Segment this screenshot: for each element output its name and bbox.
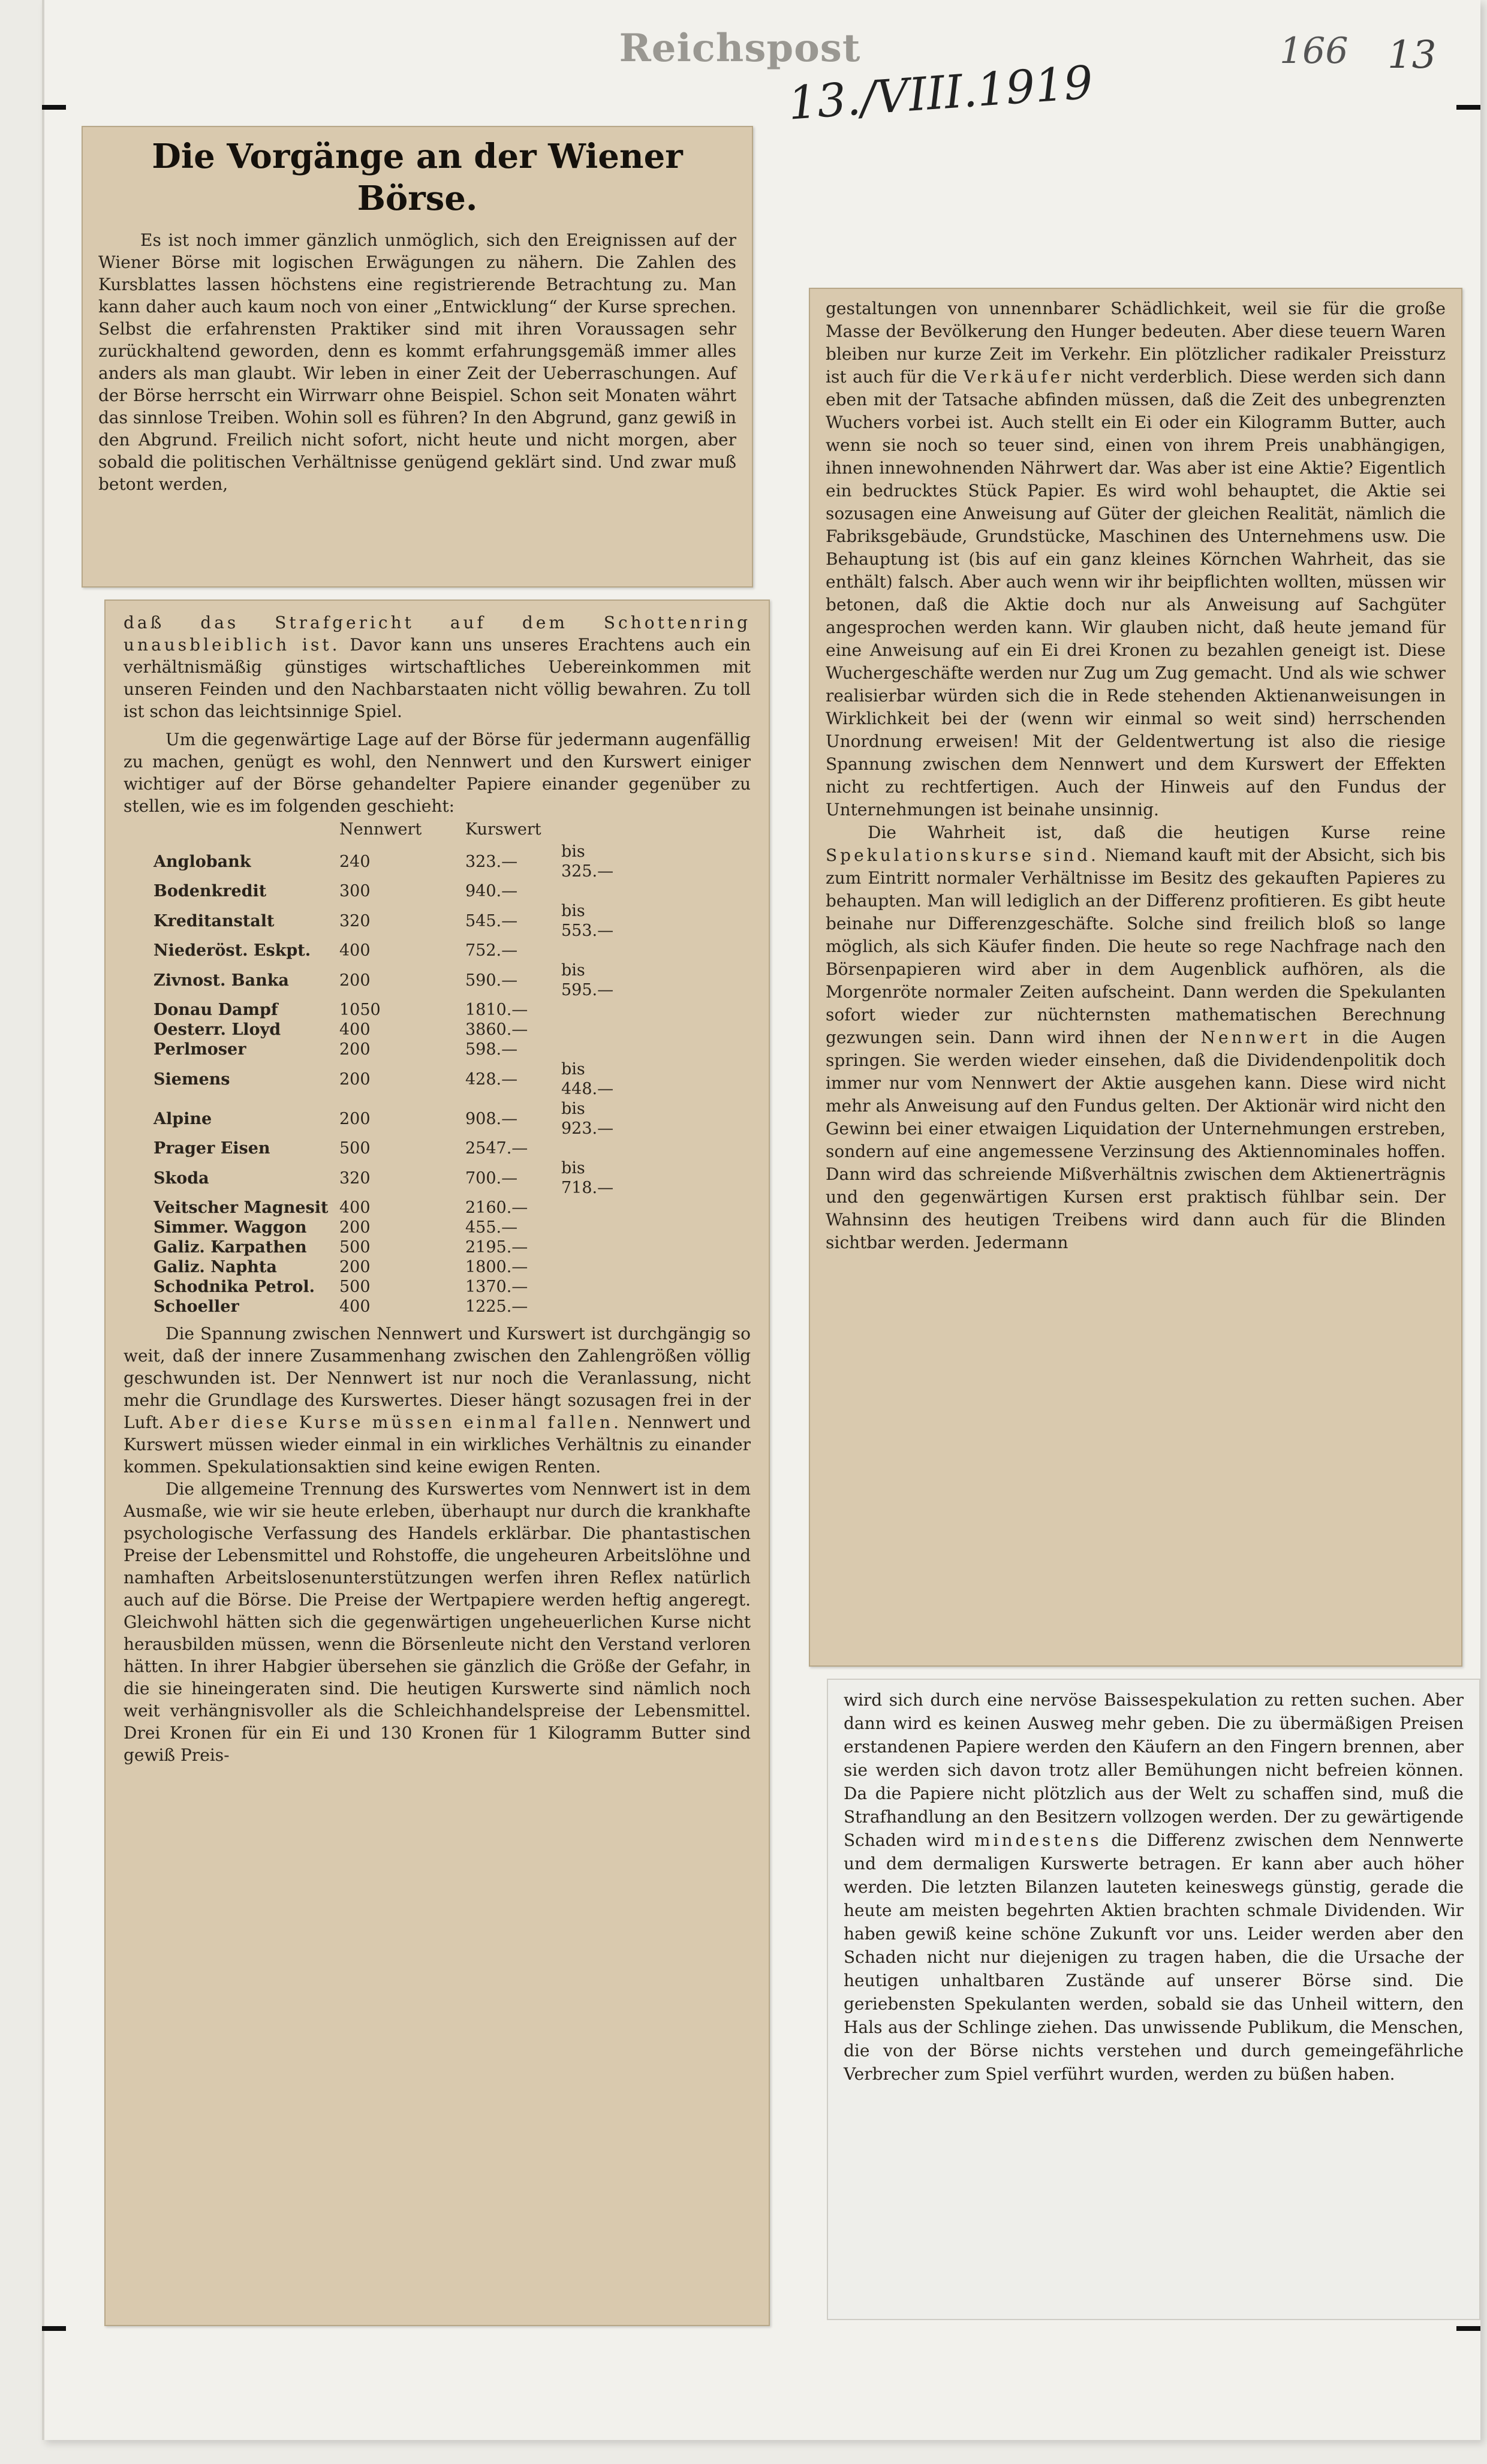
quote-price-cell: 590.— — [465, 971, 518, 990]
table-row — [153, 960, 621, 1000]
commodity-paragraph: gestaltungen von unnennbarer Schädlichkeit, weil sie für die große Masse der Bevölkerung den Hunger bedeuten. Aber diese teuern Waren bleiben nur kurze Zeit im Verkehr. Ein plötzlicher radikaler Preissturz ist auch für die Verkäufer nicht verderblich. Diese werden sich dann eben mit der Tatsache abfinden müssen, daß die Zeit des unbegrenzten Wuchers vorbei ist. Auch stellt ein Ei oder ein Kilogramm Butter, auch wenn sie noch so teuer sind, einen von ihrem Preis unabhängigen, ihnen innewohnenden Nährwert dar. Was aber ist eine Aktie? Eigentlich ein bedrucktes Stück Papier. Es wird wohl behauptet, die Aktie sei sozusagen eine Anweisung auf Güter der gleichen Realität, nämlich die Fabriksgebäude, Grundstücke, Maschinen des Unternehmens usw. Die Behauptung ist (bis auf ein ganz kleines Körnchen Wahrheit, das sie enthält) falsch. Aber auch wenn wir ihr beipflichten wollten, müssen wir betonen, daß die Aktie doch nur als Anweisung auf Sachgüter angesprochen werden kann. Wir glauben nicht, daß heute jemand für eine Anweisung auf ein Ei drei Kronen zu bezahlen geneigt ist. Diese Wuchergeschäfte werden nur Zug um Zug gemacht. Und als wie schwer realisierbar würden sich die in Rede stehenden Aktienanweisungen in Wirklichkeit bei der (wenn wir einmal so weit sind) herrschenden Unordnung erweisen! Mit der Geldentwertung ist also die riesige Spannung zwischen dem Nennwert und dem Kurswert der Effekten nicht zu rechtfertigen. Auch der Hinweis auf den Fundus der Unternehmungen ist beinahe unsinnig. — [826, 299, 1446, 820]
clipping-right-column — [809, 288, 1462, 1667]
quote-nominal-cell: 200 — [339, 1258, 371, 1276]
quote-price-cell: 3860.— — [465, 1020, 528, 1039]
table-row — [153, 1000, 621, 1020]
clipping-left-column — [104, 600, 770, 2326]
quote-name-cell: Oesterr. Lloyd — [153, 1020, 281, 1039]
quote-to-cell — [561, 1257, 621, 1277]
quote-nominal-cell: 200 — [339, 1070, 371, 1089]
emphasis-nennwert: Nennwert — [1200, 1028, 1310, 1047]
table-row — [153, 901, 621, 941]
quote-to-cell: bis 718.— — [561, 1159, 614, 1197]
closing-paragraph: wird sich durch eine nervöse Baissespekulation zu retten suchen. Aber dann wird es keinen Ausweg mehr geben. Die zu übermäßigen Preisen erstandenen Papiere werden den Käufern an den Fingern brennen, aber sie werden sich davon trotz aller Bemühungen nicht befreien können. Da die Papiere nicht plötzlich aus der Welt zu schaffen sind, muß die Strafhandlung an den Besitzern vollzogen werden. Der zu gewärtigende Schaden wird mindestens die Differenz zwischen dem Nennwerte und dem dermaligen Kurswerte betragen. Er kann aber auch höher werden. Die letzten Bilanzen lauteten keineswegs günstig, gerade die heute am meisten begehrten Aktien brachten schmale Dividenden. Wir haben gewiß keine schöne Zukunft vor uns. Leider werden aber den Schaden nicht nur diejenigen zu tragen haben, die die Ursache der heutigen unhaltbaren Zustände auf unserer Börse sind. Die geriebensten Spekulanten werden, sobald sie das Unheil wittern, den Hals aus der Schlinge ziehen. Das unwissende Publikum, die Menschen, die von der Börse nichts verstehen und durch gemeingefährliche Verbrecher zum Spiel verführt wurden, werden zu büßen haben. — [844, 1690, 1464, 2084]
quote-nominal-cell: 320 — [339, 1168, 371, 1188]
quote-to-cell: bis 595.— — [561, 961, 614, 999]
clipping-right-column-lower — [827, 1679, 1480, 2320]
left-column-opening-rest: Davor kann uns unseres Erachtens auch ein verhältnismäßig günstiges wirtschaftliches Uebereinkommen mit unseren Feinden und den Nachbarstaaten nicht völlig bewahren. Zu toll ist schon das leichtsinnige Spiel. — [124, 635, 751, 721]
quote-nominal-cell: 500 — [339, 1238, 371, 1257]
quote-name-cell: Simmer. Waggon — [153, 1218, 307, 1237]
quote-price-cell: 598.— — [465, 1040, 518, 1059]
quote-price-cell: 455.— — [465, 1218, 518, 1237]
table-header-row — [153, 820, 621, 842]
table-row — [153, 1040, 621, 1059]
quote-to-cell: bis 553.— — [561, 902, 614, 940]
table-row — [153, 1218, 621, 1237]
stock-quotes-table — [153, 820, 621, 1317]
header-price: Kurswert — [465, 820, 541, 839]
quote-price-cell: 1810.— — [465, 1001, 528, 1019]
quote-name-cell: Galiz. Karpathen — [153, 1238, 307, 1257]
quote-nominal-cell: 300 — [339, 882, 371, 900]
left-column-opening — [124, 612, 751, 722]
quote-price-cell: 752.— — [465, 941, 518, 960]
quote-name-cell: Bodenkredit — [153, 882, 267, 900]
quote-nominal-cell: 400 — [339, 941, 371, 960]
quote-price-cell: 323.— — [465, 852, 518, 871]
corner-mark-top-right — [1456, 105, 1480, 110]
quote-price-cell: 2195.— — [465, 1238, 528, 1257]
handwritten-date: 13./VIII.1919 — [786, 55, 1095, 130]
quote-nominal-cell: 200 — [339, 1040, 371, 1059]
table-row — [153, 1020, 621, 1040]
quote-to-cell — [561, 1198, 621, 1218]
corner-mark-bottom-left — [42, 2326, 66, 2331]
header-nominal: Nennwert — [339, 820, 422, 839]
quote-to-cell — [561, 1297, 621, 1317]
quote-to-cell: bis 448.— — [561, 1060, 614, 1098]
table-row — [153, 1138, 621, 1158]
newspaper-stamp: Reichspost — [619, 25, 861, 71]
emphasis-mindestens: mindestens — [974, 1830, 1102, 1850]
quote-name-cell: Prager Eisen — [153, 1139, 270, 1158]
quote-to-cell — [561, 1040, 621, 1059]
quote-name-cell: Schodnika Petrol. — [153, 1278, 315, 1296]
quote-to-cell — [561, 1020, 621, 1040]
quote-to-cell — [561, 881, 621, 901]
archive-sheet — [42, 0, 1480, 2440]
quote-name-cell: Kreditanstalt — [153, 911, 275, 930]
quote-nominal-cell: 200 — [339, 971, 371, 990]
quote-to-cell: bis 923.— — [561, 1100, 614, 1138]
quote-nominal-cell: 400 — [339, 1020, 371, 1039]
quote-name-cell: Donau Dampf — [153, 1001, 278, 1019]
quote-to-cell — [561, 1000, 621, 1020]
table-row — [153, 1237, 621, 1257]
speculation-paragraph: Die Wahrheit ist, daß die heutigen Kurse reine Spekulationskurse sind. Niemand kauft mit der Absicht, sich bis zum Eintritt normaler Verhältnisse im Besitz des gekauften Papieres zu behaupten. Man will lediglich an der Differenz profitieren. Es gibt heute beinahe nur Differenzgeschäfte. Solche sind freilich bloß so lange möglich, als sich Käufer finden. Die heute so rege Nachfrage nach den Börsenpapieren wird aber in dem Augenblick aufhören, als die Morgenröte normaler Zeiten aufscheint. Dann werden die Spekulanten sofort wieder zur nüchternsten mathematischen Berechnung gezwungen sein. Dann wird ihnen der Nennwert in die Augen springen. Sie werden wieder einsehen, daß die Dividendenpolitik doch immer nur vom Nennwert der Aktie ausgehen kann. Diese wird nicht mehr als Anweisung auf den Fundus gelten. Der Aktionär wird nicht den Gewinn bei einer etwaigen Liquidation der Unternehmungen erstreben, sondern auf eine angemessene Verzinsung des Aktiennominales hoffen. Dann wird das schreiende Mißverhältnis zwischen dem Aktienerträgnis und den gegenwärtigen Kursen erst praktisch fühlbar sein. Der Wahnsinn des heutigen Treibens wird dann auch für die Blinden sichtbar werden. Jedermann — [826, 823, 1446, 1252]
corner-mark-bottom-right — [1456, 2326, 1480, 2331]
quote-nominal-cell: 320 — [339, 911, 371, 930]
quote-price-cell: 1800.— — [465, 1258, 528, 1276]
quote-to-cell: bis 325.— — [561, 842, 614, 881]
table-row — [153, 1257, 621, 1277]
quote-nominal-cell: 500 — [339, 1139, 371, 1158]
quote-nominal-cell: 1050 — [339, 1001, 381, 1019]
quote-name-cell: Skoda — [153, 1168, 209, 1188]
table-row — [153, 1059, 621, 1099]
quote-name-cell: Siemens — [153, 1070, 230, 1089]
table-row — [153, 1297, 621, 1317]
quote-to-cell — [561, 1218, 621, 1237]
emphasis-kurse-fallen: Aber diese Kurse müssen einmal fallen. — [169, 1412, 622, 1432]
quote-name-cell: Anglobank — [153, 852, 251, 871]
corner-mark-top-left — [42, 105, 66, 110]
quote-name-cell: Schoeller — [153, 1297, 239, 1316]
quote-name-cell: Alpine — [153, 1109, 212, 1128]
quote-to-cell — [561, 1138, 621, 1158]
quote-name-cell: Perlmoser — [153, 1040, 246, 1059]
emphasis-strafgericht: daß das Strafgericht auf dem Schottenring unausbleiblich ist. — [124, 613, 751, 655]
clipping-intro — [82, 126, 753, 588]
quote-to-cell — [561, 1237, 621, 1257]
quote-price-cell: 940.— — [465, 882, 518, 900]
page-number: 166 — [1280, 30, 1348, 72]
separation-paragraph: Die allgemeine Trennung des Kurswertes vom Nennwert ist in dem Ausmaße, wie wir sie heute erleben, überhaupt nur durch die krankhafte psychologische Verfassung des Handels erklärbar. Die phantastischen Preise der Lebensmittel und Rohstoffe, die ungeheuren Arbeitslöhne und namhaften Arbeitslosenunterstützungen werfen ihren Reflex natürlich auch auf die Börse. Die Preise der Wertpapiere werden heftig angeregt. Gleichwohl hätten sich die gegenwärtigen ungeheuerlichen Kurse nicht herausbilden müssen, wenn die Börsenleute nicht den Verstand verloren hätten. In ihrer Habgier übersehen sie gänzlich die Größe der Gefahr, in die sie hineingeraten sind. Die heutigen Kurswerte sind nämlich noch weit verhängnisvoller als die Schleichhandelspreise der Lebensmittel. Drei Kronen für ein Ei und 130 Kronen für 1 Kilogramm Butter sind gewiß Preis- — [124, 1479, 751, 1765]
quote-to-cell — [561, 1277, 621, 1297]
article-headline: Die Vorgänge an der Wiener Börse. — [152, 137, 683, 218]
quote-price-cell: 2160.— — [465, 1198, 528, 1217]
quote-nominal-cell: 200 — [339, 1218, 371, 1237]
emphasis-spekulationskurse: Spekulationskurse sind. — [826, 845, 1099, 865]
quote-to-cell — [561, 941, 621, 960]
spread-paragraph: Die Spannung zwischen Nennwert und Kurswert ist durchgängig so weit, daß der innere Zusammenhang zwischen den Zahlengrößen völlig geschwunden ist. Der Nennwert ist nur noch die Veranlassung, nicht mehr die Grundlage des Kurswertes. Dieser hängt sozusagen frei in der Luft. Aber diese Kurse müssen einmal fallen. Nennwert und Kurswert müssen wieder einmal in ein wirkliches Verhältnis zu einander kommen. Spekulationsaktien sind keine ewigen Renten. — [124, 1324, 751, 1477]
quote-price-cell: 545.— — [465, 911, 518, 930]
table-row — [153, 1158, 621, 1198]
quote-name-cell: Veitscher Magnesit — [153, 1198, 329, 1217]
table-row — [153, 881, 621, 901]
quote-price-cell: 2547.— — [465, 1139, 528, 1158]
quote-name-cell: Zivnost. Banka — [153, 971, 289, 990]
quote-nominal-cell: 500 — [339, 1278, 371, 1296]
quote-nominal-cell: 200 — [339, 1109, 371, 1128]
table-row — [153, 941, 621, 960]
emphasis-verkaeufer: Verkäufer — [963, 367, 1074, 387]
quote-price-cell: 428.— — [465, 1070, 518, 1089]
quote-name-cell: Niederöst. Eskpt. — [153, 941, 311, 960]
table-row — [153, 1099, 621, 1138]
quote-nominal-cell: 240 — [339, 852, 371, 871]
table-row — [153, 842, 621, 881]
table-row — [153, 1277, 621, 1297]
intro-paragraph: Es ist noch immer gänzlich unmöglich, sich den Ereignissen auf der Wiener Börse mit logischen Erwägungen zu nähern. Die Zahlen des Kursblattes lassen höchstens eine registrierende Betrachtung zu. Man kann daher auch kaum noch von einer „Entwicklung“ der Kurse sprechen. Selbst die erfahrensten Praktiker sind mit ihren Voraussagen sehr zurückhaltend geworden, denn es kommt erfahrungsgemäß immer alles anders als man glaubt. Wir leben in einer Zeit der Ueberraschungen. Auf der Börse herrscht ein Wirrwarr ohne Beispiel. Schon seit Monaten währt das sinnlose Treiben. Wohin soll es führen? In den Abgrund, ganz gewiß in den Abgrund. Freilich nicht sofort, nicht heute und nicht morgen, aber sobald die politischen Verhältnisse genügend geklärt sind. Und zwar muß betont werden, — [98, 230, 736, 494]
quote-nominal-cell: 400 — [339, 1297, 371, 1316]
folio-number: 13 — [1387, 33, 1437, 77]
quote-nominal-cell: 400 — [339, 1198, 371, 1217]
table-row — [153, 1198, 621, 1218]
quote-price-cell: 700.— — [465, 1168, 518, 1188]
quote-name-cell: Galiz. Naphta — [153, 1258, 277, 1276]
quote-price-cell: 908.— — [465, 1109, 518, 1128]
quote-price-cell: 1225.— — [465, 1297, 528, 1316]
table-intro-paragraph: Um die gegenwärtige Lage auf der Börse für jedermann augenfällig zu machen, genügt es wohl, den Nennwert und den Kurswert einiger wichtiger auf der Börse gehandelter Papiere einander gegenüber zu stellen, wie es im folgenden geschieht: — [124, 730, 751, 816]
quote-price-cell: 1370.— — [465, 1278, 528, 1296]
